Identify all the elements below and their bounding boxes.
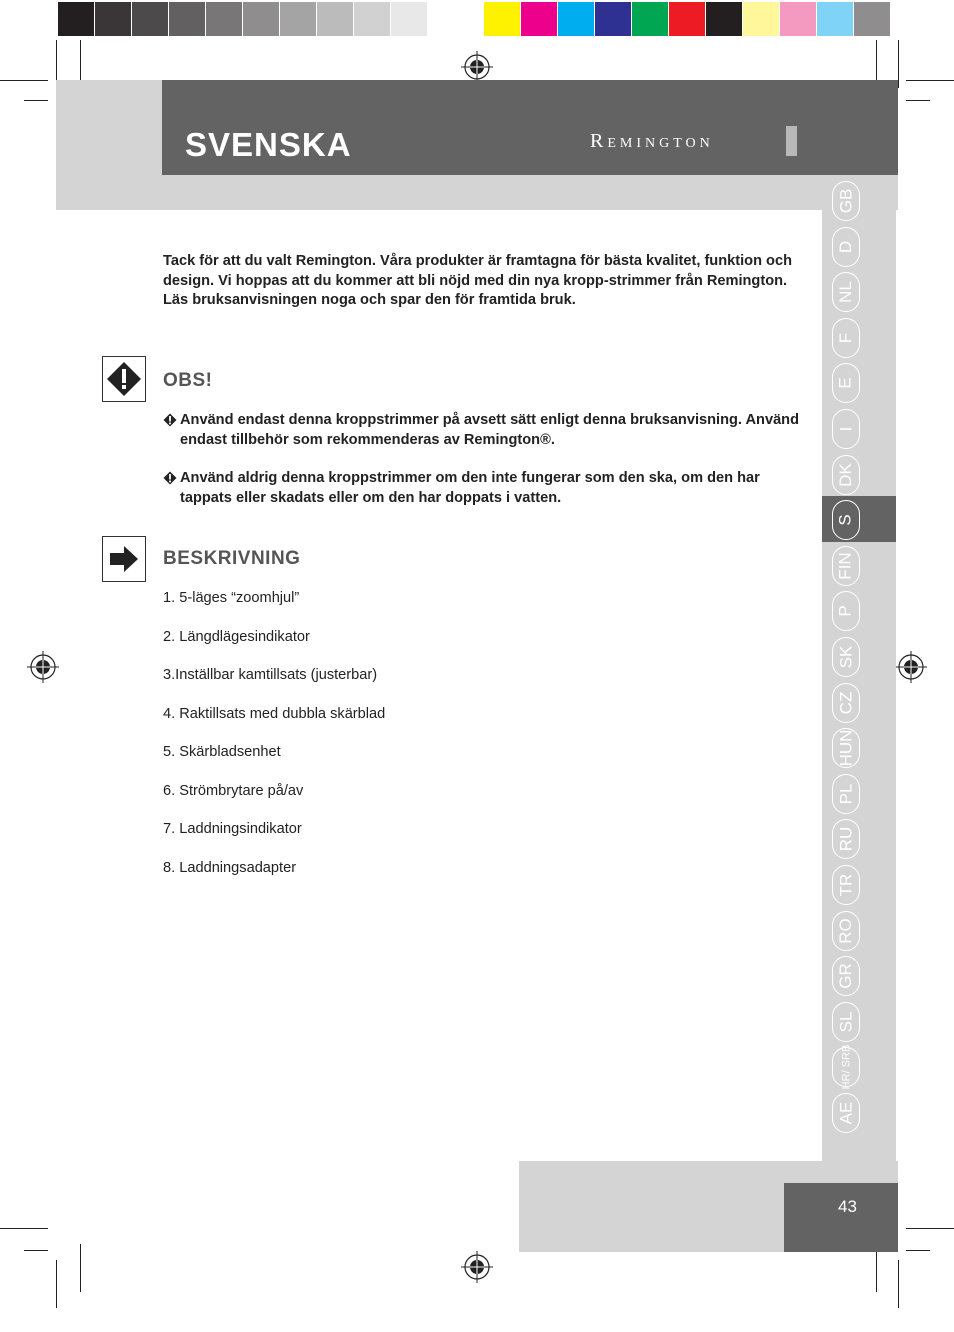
language-tab-p[interactable] bbox=[832, 591, 860, 631]
color-swatch bbox=[428, 2, 465, 36]
list-item: 3.Inställbar kamtillsats (justerbar) bbox=[163, 667, 378, 683]
language-tab-f[interactable] bbox=[832, 318, 860, 358]
registration-mark-icon bbox=[461, 1251, 493, 1283]
language-tab-label: P bbox=[836, 605, 855, 617]
crop-mark bbox=[56, 1260, 57, 1308]
brand-logo: Remington bbox=[590, 130, 714, 152]
color-swatch bbox=[391, 2, 428, 36]
language-tab-d[interactable] bbox=[832, 227, 860, 267]
language-tab-label: RU bbox=[836, 826, 855, 852]
color-swatch bbox=[243, 2, 280, 36]
crop-mark bbox=[24, 100, 48, 101]
color-swatch bbox=[354, 2, 391, 36]
language-tab-s[interactable] bbox=[832, 500, 860, 540]
color-swatch bbox=[780, 2, 817, 36]
warning-diamond-icon bbox=[163, 471, 177, 485]
language-tab-e[interactable] bbox=[832, 363, 860, 403]
language-tab-fin[interactable] bbox=[832, 546, 860, 586]
language-tab-label: SK bbox=[836, 645, 855, 669]
warning-diamond-icon bbox=[163, 413, 177, 427]
language-tab-label: GB bbox=[836, 188, 855, 214]
list-item: 7. Laddningsindikator bbox=[163, 821, 302, 837]
color-swatch bbox=[854, 2, 891, 36]
registration-mark-icon bbox=[895, 651, 927, 683]
language-tab-label: AE bbox=[836, 1101, 855, 1125]
language-tab-label: F bbox=[835, 332, 855, 344]
color-swatch bbox=[743, 2, 780, 36]
language-tab-ae[interactable] bbox=[832, 1093, 860, 1133]
language-tab-i[interactable] bbox=[832, 409, 860, 449]
language-tab-label: I bbox=[835, 426, 855, 432]
list-item: 5. Skärbladsenhet bbox=[163, 744, 281, 760]
language-tab-ru[interactable] bbox=[832, 819, 860, 859]
color-swatch bbox=[280, 2, 317, 36]
color-swatch bbox=[521, 2, 558, 36]
language-tab-hrsrb[interactable] bbox=[832, 1044, 860, 1090]
language-tab-gb[interactable] bbox=[832, 181, 860, 221]
page-title: SVENSKA bbox=[185, 126, 352, 163]
color-swatch bbox=[817, 2, 854, 36]
warning-bullet bbox=[163, 411, 803, 450]
language-tab-label: HUN bbox=[836, 729, 855, 767]
language-tab-tr[interactable] bbox=[832, 865, 860, 905]
page-number: 43 bbox=[838, 1197, 857, 1216]
crop-mark bbox=[906, 100, 930, 101]
registration-mark-icon bbox=[27, 651, 59, 683]
color-swatch bbox=[595, 2, 632, 36]
color-swatch bbox=[132, 2, 169, 36]
language-tab-label: FIN bbox=[836, 552, 856, 580]
list-item: 1. 5-läges “zoomhjul” bbox=[163, 590, 300, 606]
exclamation-diamond-icon bbox=[102, 356, 146, 402]
color-swatch bbox=[558, 2, 595, 36]
language-tab-label: D bbox=[836, 240, 855, 254]
warning-text: Använd endast denna kroppstrimmer på avsett sätt enligt denna bruksanvisning. Använd endast tillbehör som rekommenderas av Remington®. bbox=[180, 412, 800, 448]
crop-mark bbox=[906, 80, 954, 81]
list-item: 8. Laddningsadapter bbox=[163, 860, 297, 876]
grayscale-color-bar bbox=[58, 0, 465, 38]
language-tab-label: DK bbox=[836, 463, 855, 487]
language-tab-label: PL bbox=[835, 783, 855, 805]
language-tab-label: NL bbox=[835, 281, 855, 303]
obs-heading: OBS! bbox=[163, 370, 213, 391]
brand-accent-bar bbox=[786, 126, 797, 156]
footer-page-box bbox=[784, 1183, 898, 1252]
color-swatch bbox=[95, 2, 132, 36]
language-tab-pl[interactable] bbox=[832, 774, 860, 814]
language-tab-sl[interactable] bbox=[832, 1002, 860, 1042]
language-tab-label: S bbox=[836, 514, 855, 526]
registration-mark-icon bbox=[461, 51, 493, 83]
crop-mark bbox=[24, 1250, 48, 1251]
list-item: 6. Strömbrytare på/av bbox=[163, 783, 304, 799]
crop-mark bbox=[0, 1228, 48, 1229]
color-swatch bbox=[169, 2, 206, 36]
language-tab-label: SL bbox=[835, 1011, 855, 1033]
language-tab-sk[interactable] bbox=[832, 637, 860, 677]
crop-mark bbox=[80, 1244, 81, 1292]
language-tab-hun[interactable] bbox=[832, 728, 860, 768]
arrow-right-icon bbox=[102, 536, 146, 582]
crop-mark bbox=[906, 1250, 930, 1251]
color-swatch bbox=[206, 2, 243, 36]
warning-bullet bbox=[163, 469, 803, 508]
language-tab-label: E bbox=[836, 377, 855, 389]
language-tab-gr[interactable] bbox=[832, 956, 860, 996]
crop-mark bbox=[898, 1260, 899, 1308]
language-tab-label: RO bbox=[836, 918, 855, 944]
list-item: 2. Längdlägesindikator bbox=[163, 629, 310, 645]
language-tab-label: CZ bbox=[835, 691, 855, 715]
color-swatch bbox=[317, 2, 354, 36]
language-tab-nl[interactable] bbox=[832, 272, 860, 312]
process-color-bar bbox=[484, 0, 891, 38]
color-swatch bbox=[58, 2, 95, 36]
color-swatch bbox=[706, 2, 743, 36]
color-swatch bbox=[484, 2, 521, 36]
language-tab-label: HR/ SRB bbox=[840, 1044, 852, 1090]
color-swatch bbox=[669, 2, 706, 36]
language-tab-cz[interactable] bbox=[832, 683, 860, 723]
language-tab-label: TR bbox=[835, 873, 855, 897]
list-item: 4. Raktillsats med dubbla skärblad bbox=[163, 706, 386, 722]
language-tab-ro[interactable] bbox=[832, 911, 860, 951]
language-tab-dk[interactable] bbox=[832, 455, 860, 495]
crop-mark bbox=[0, 80, 48, 81]
warning-text: Använd aldrig denna kroppstrimmer om den inte fungerar som den ska, om den har tappats eller skadats eller om den har doppats i vatten. bbox=[180, 470, 760, 506]
intro-paragraph: Tack för att du valt Remington. Våra produkter är framtagna för bästa kvalitet, funktion och design. Vi hoppas att du kommer att bli nöjd med din nya kropp-strimmer från Remington. Läs bruksanvisningen noga och spar den för framtida bruk. bbox=[163, 253, 792, 308]
beskrivning-heading: BESKRIVNING bbox=[163, 548, 301, 569]
crop-mark bbox=[906, 1228, 954, 1229]
crop-mark bbox=[898, 40, 899, 88]
color-swatch bbox=[632, 2, 669, 36]
language-tab-label: GR bbox=[836, 963, 855, 989]
